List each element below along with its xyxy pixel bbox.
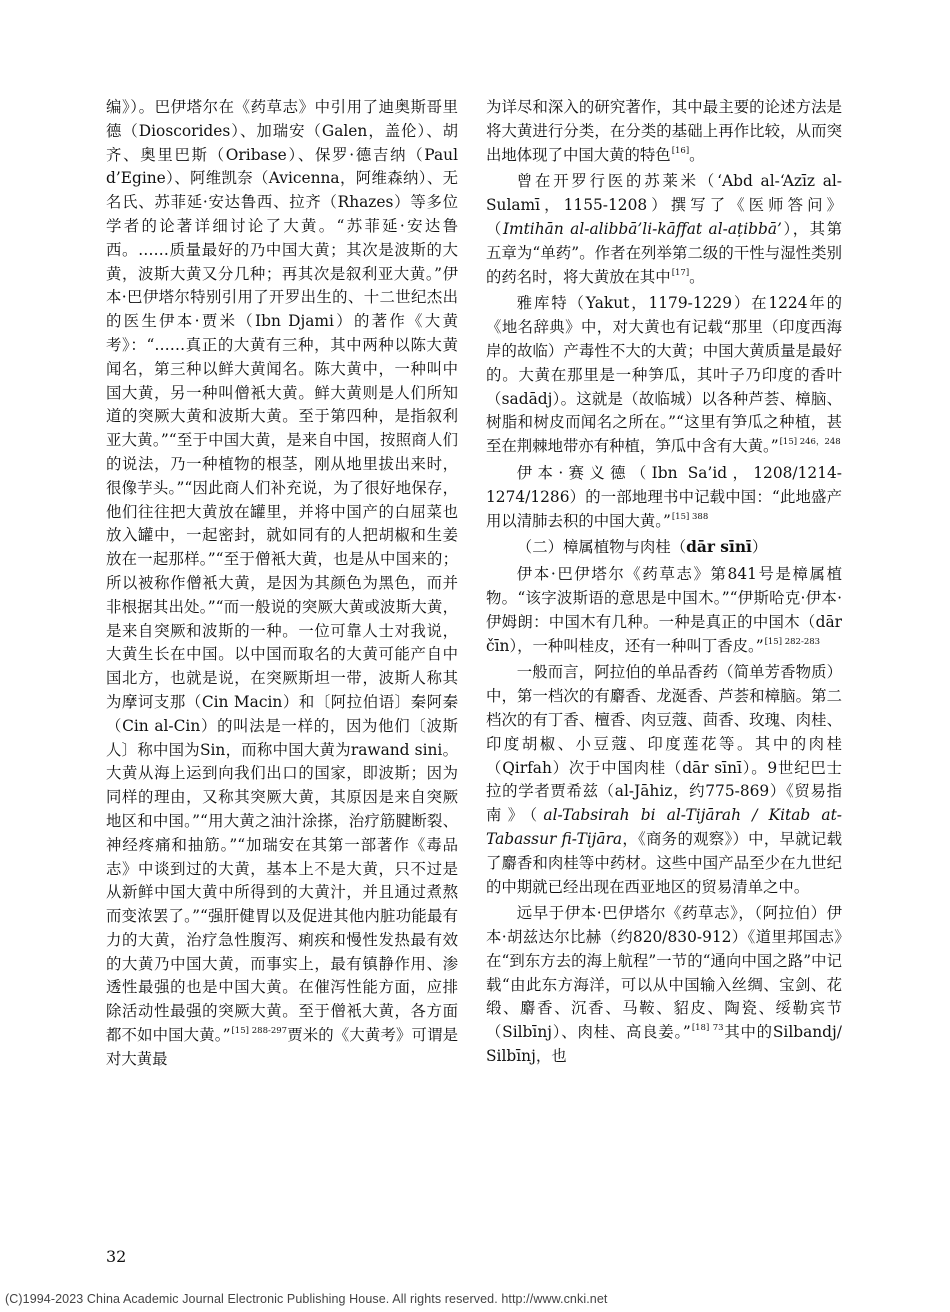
paragraph-text: 贾米的《大黄考》可谓是对大黄最: [106, 1026, 458, 1068]
heading-text: ）: [751, 538, 768, 557]
paragraph: [486, 563, 842, 658]
citation: [16]: [671, 145, 690, 156]
paragraph-text: 编》）。巴伊塔尔在《药草志》中引用了迪奥斯哥里德（Dioscorides）、加瑞安（Galen，盖伦）、胡齐、奥里巴斯（Oribase）、保罗·德吉纳（Paul d’Egine）、阿维凯奈（Avicenna，阿维森纳）、无名氏、苏菲延·安达鲁西、拉齐（Rhazes）等多位学者的论著详细讨论了大黄。“苏菲延·安达鲁西。……质量最好的乃中国大黄；其次是波斯的大黄，波斯大黄又分几种；再其次是叙利亚大黄。”伊本·巴伊塔尔特别引用了开罗出生的、十二世纪杰出的医生伊本·贾米（Ibn Djami）的著作《大黄考》：“……真正的大黄有三种，其中两种以陈大黄闻名，第三种以鲜大黄闻名。陈大黄中，一种叫中国大黄，另一种叫僧衹大黄。鲜大黄则是人们所知道的突厥大黄和波斯大黄。至于第四种，是指叙利亚大黄。”“至于中国大黄，是来自中国，按照商人们的说法，乃一种植物的根茎，刚从地里拔出来时，很像芋头。”“因此商人们补充说，为了很好地保存，他们往往把大黄放在罐里，并将中国产的白屈菜也放入罐中，一起密封，就如同有的人把胡椒和生姜放在一起那样。”“至于僧衹大黄，也是从中国来的；所以被称作僧衹大黄，是因为其颜色为黑色，而并非根据其出处。”“而一般说的突厥大黄或波斯大黄，是来自突厥和波斯的一种。一位可靠人士对我说，大黄生长在中国。以中国而取名的大黄可能产自中国北方，也就是说，在突厥斯坦一带，波斯人称其为摩诃支那（Cin Macin）和〔阿拉伯语〕秦阿秦（Cin al-Cin）的叫法是一样的，因为他们〔波斯人〕称中国为Sin，而称中国大黄为rawand sini。大黄从海上运到向我们出口的国家，即波斯；因为同样的理由，又称其突厥大黄，其原因是来自突厥地区和中国。”“用大黄之油汁涂搽，治疗筋腱断裂、神经疼痛和抽筋。”“加瑞安在其第一部著作《毒品志》中谈到过的大黄，基本上不是大黄，只不过是从新鲜中国大黄中所得到的大黄汁，并且通过煮熬而变浓罢了。”“强肝健胃以及促进其他内脏功能最有力的大黄，治疗急性腹泻、痢疾和慢性发热最有效的大黄乃中国大黄，而事实上，最有镇静作用、渗透性最强的也是中国大黄。在催泻性能方面，应排除活动性最强的突厥大黄。至于僧衹大黄，各方面都不如中国大黄。”: [106, 98, 458, 1045]
heading-term: dār sīnī: [686, 538, 752, 557]
page-number: 32: [106, 1247, 127, 1266]
paragraph-text: 其中的Silbandj/ Silbīnj，也: [486, 1023, 842, 1066]
paragraph: [106, 96, 458, 1072]
paragraph-text: ，《商务的观察》）中，早就记载了麝香和肉桂等中药材。这些中国产品至少在九世纪的中期就已经出现在西亚地区的贸易清单之中。: [486, 829, 842, 896]
italic-title: Imtihān al-alibbā’li-kāffat al-aṭibbā’: [502, 219, 782, 238]
italic-title: al-Tabsirah bi al-Tijārah / Kitab at-Tabassur fi-Tijāra: [486, 806, 842, 848]
citation: [15] 388: [671, 511, 709, 522]
paragraph: [486, 292, 842, 459]
paragraph-text: 远早于伊本·巴伊塔尔《药草志》，（阿拉伯）伊本·胡兹达尔比赫（约820/830-912）《道里邦国志》在“到东方去的海上航程”一节的“通向中国之路”中记载“由此东方海洋，可以从中国输入丝绸、宝剑、花缎、麝香、沉香、马鞍、貂皮、陶瓷、绥勒宾节（Silbīnj）、肉桂、高良姜。”: [486, 904, 842, 1042]
paragraph: [486, 661, 842, 899]
right-column: [486, 96, 842, 1069]
paragraph-text: ），其第五章为“单药”。作者在列举第二级的干性与湿性类别的药名时，将大黄放在其中: [486, 219, 842, 286]
paragraph-text: 。: [689, 267, 705, 286]
paragraph: [486, 170, 842, 289]
heading-text: （二）樟属植物与肉桂（: [516, 538, 687, 557]
citation: [18] 73: [691, 1023, 724, 1034]
citation: [15] 288-297: [231, 1026, 288, 1037]
section-heading: [486, 536, 842, 560]
paragraph-text: 。: [689, 145, 705, 164]
paragraph-text: 伊本·赛义德（Ibn Sa’id，1208/1214-1274/1286）的一部地理书中记载中国：“此地盛产用以清肺去积的中国大黄。”: [486, 463, 842, 530]
citation: [15] 282-283: [764, 636, 821, 647]
paragraph-text: 为详尽和深入的研究著作，其中最主要的论述方法是将大黄进行分类，在分类的基础上再作比较，从而突出地体现了中国大黄的特色: [486, 98, 842, 164]
citation: [15] 246，248: [779, 437, 841, 448]
paragraph-text: 伊本·巴伊塔尔《药草志》第841号是樟属植物。“该字波斯语的意思是中国木。”“伊斯哈克·伊本·伊姆朗：中国木有几种。一种是真正的中国木（dār čīn），一种叫桂皮，还有一种叫丁香皮。”: [486, 565, 842, 655]
paragraph: [486, 902, 842, 1069]
left-column: [106, 96, 458, 1072]
citation: [17]: [671, 267, 690, 278]
paragraph: [486, 96, 842, 167]
paragraph: [486, 462, 842, 533]
paragraph-text: 一般而言，阿拉伯的单品香药（简单芳香物质）中，第一档次的有麝香、龙涎香、芦荟和樟脑。第二档次的有丁香、檀香、肉豆蔻、茴香、玫瑰、肉桂、印度胡椒、小豆蔻、印度莲花等。其中的肉桂（Qirfah）次于中国肉桂（dār sīnī）。9世纪巴士拉的学者贾希兹（al-Jāhiz，约775-869）《贸易指南》（: [486, 663, 842, 825]
copyright-footer: (C)1994-2023 China Academic Journal Electronic Publishing House. All rights reserved. http://www.cnki.net: [5, 1292, 608, 1306]
paragraph-text: 曾在开罗行医的苏莱米（‘Abd al-‘Azīz al-Sulamī，1155-1208）撰写了《医师答问》（: [486, 172, 842, 238]
paragraph-text: 雅库特（Yakut，1179-1229）在1224年的《地名辞典》中，对大黄也有记载“那里（印度西海岸的故临）产毒性不大的大黄；中国大黄质量是最好的。大黄在那里是一种笋瓜，其叶子乃印度的香叶（sadādj）。这就是（故临城）以各种芦荟、樟脑、树脂和树皮而闻名之所在。”“这里有笋瓜之种植，甚至在荆棘地带亦有种植，笋瓜中含有大黄。”: [486, 294, 842, 456]
